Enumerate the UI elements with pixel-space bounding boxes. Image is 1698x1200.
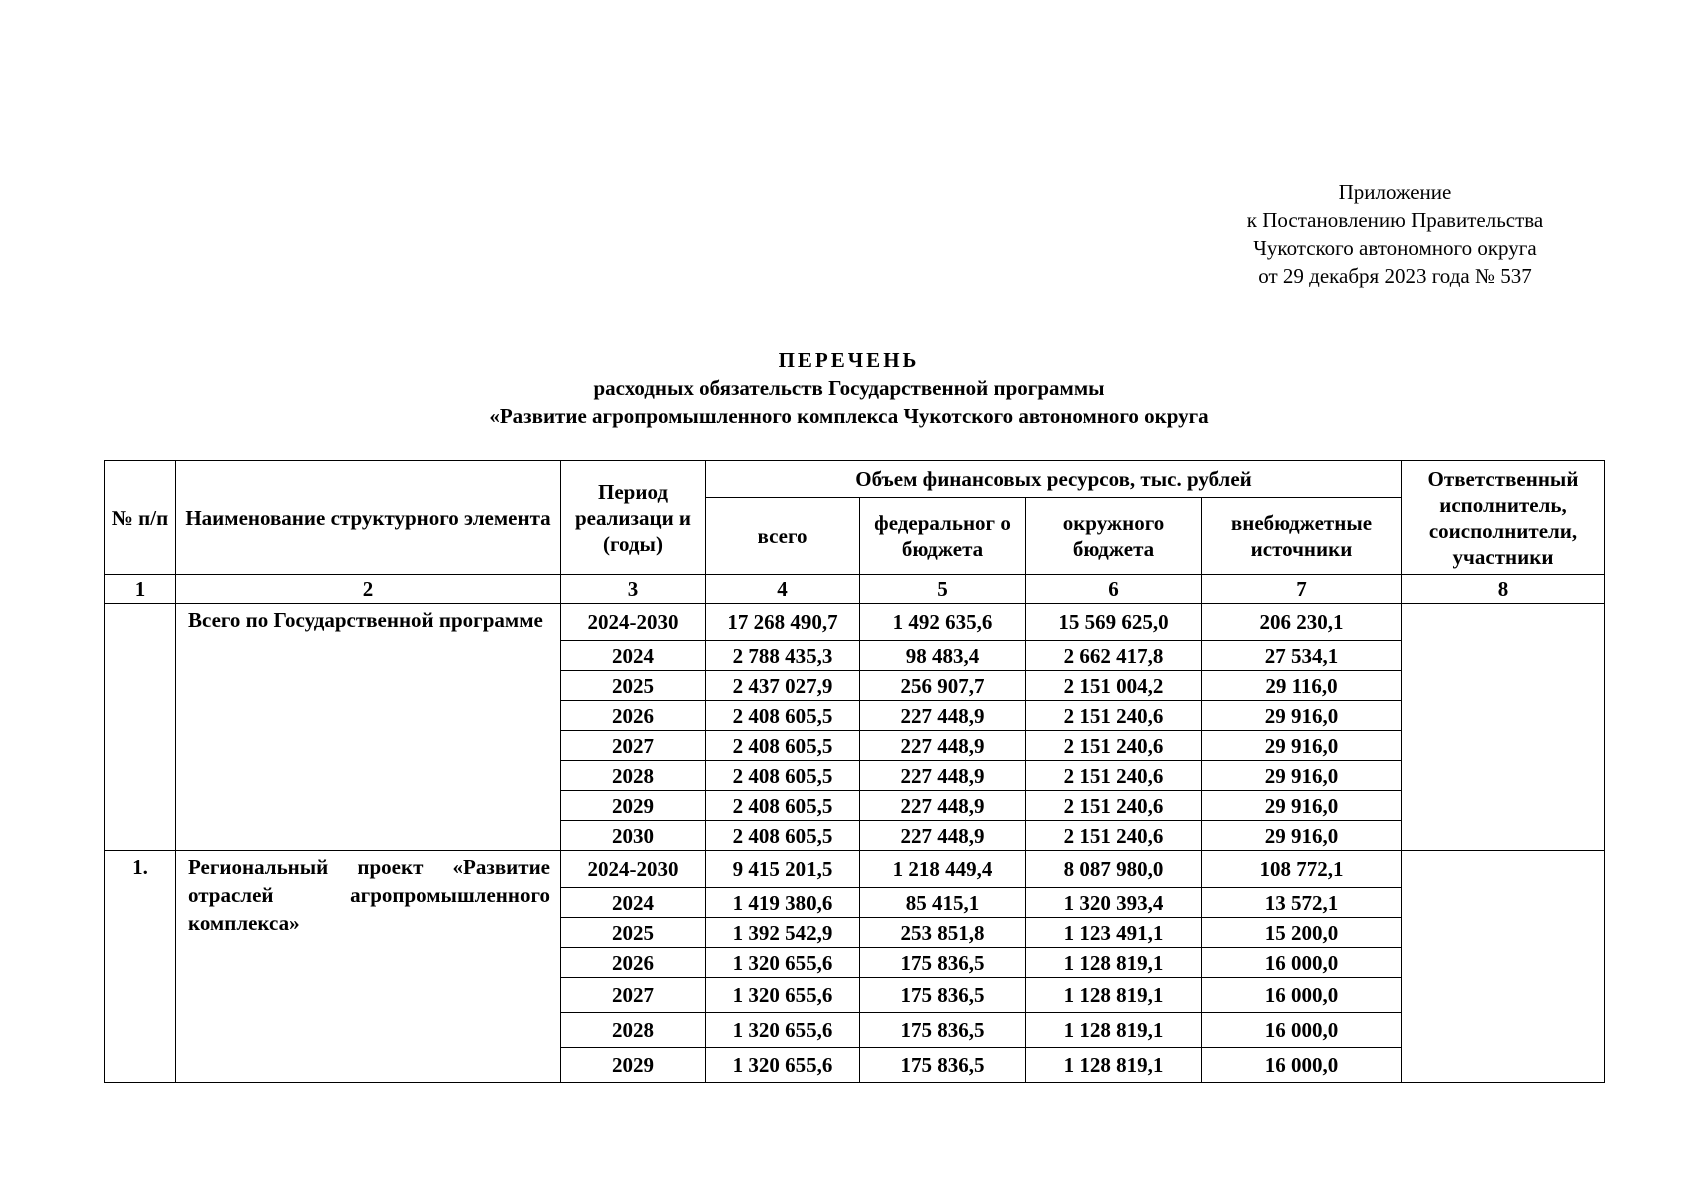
appendix-line-4: от 29 декабря 2023 года № 537 [1258,264,1532,288]
period-cell: 2028 [561,1013,706,1048]
total-cell: 9 415 201,5 [706,851,860,888]
period-cell: 2024 [561,641,706,671]
period-cell: 2029 [561,791,706,821]
federal-cell: 227 448,9 [860,761,1026,791]
district-cell: 1 128 819,1 [1026,978,1202,1013]
header-volume: Объем финансовых ресурсов, тыс. рублей [706,461,1402,498]
total-cell: 1 320 655,6 [706,978,860,1013]
federal-cell: 256 907,7 [860,671,1026,701]
district-cell: 2 662 417,8 [1026,641,1202,671]
period-cell: 2025 [561,918,706,948]
period-cell: 2024 [561,888,706,918]
extra-cell: 29 916,0 [1202,791,1402,821]
column-number: 1 [105,575,176,604]
table-row [105,851,1605,888]
federal-cell: 175 836,5 [860,948,1026,978]
document-subtitle-line-2: «Развитие агропромышленного комплекса Чукотского автономного округа [489,404,1209,428]
total-cell: 2 437 027,9 [706,671,860,701]
federal-cell: 227 448,9 [860,701,1026,731]
header-extra: внебюджетные источники [1202,498,1402,575]
column-number: 3 [561,575,706,604]
period-cell: 2026 [561,701,706,731]
column-number: 4 [706,575,860,604]
extra-cell: 13 572,1 [1202,888,1402,918]
header-federal: федеральног о бюджета [860,498,1026,575]
extra-cell: 16 000,0 [1202,1013,1402,1048]
total-cell: 1 320 655,6 [706,1013,860,1048]
extra-cell: 29 916,0 [1202,701,1402,731]
extra-cell: 29 916,0 [1202,761,1402,791]
federal-cell: 227 448,9 [860,731,1026,761]
column-number: 6 [1026,575,1202,604]
appendix-block [1180,178,1610,290]
total-cell: 2 408 605,5 [706,701,860,731]
appendix-line-3: Чукотского автономного округа [1253,236,1537,260]
total-cell: 2 408 605,5 [706,791,860,821]
header-period: Период реализаци и (годы) [561,461,706,575]
responsible-cell [1402,851,1605,1083]
extra-cell: 29 916,0 [1202,731,1402,761]
district-cell: 2 151 240,6 [1026,821,1202,851]
column-number: 7 [1202,575,1402,604]
table-row [105,604,1605,641]
extra-cell: 108 772,1 [1202,851,1402,888]
district-cell: 1 320 393,4 [1026,888,1202,918]
total-cell: 17 268 490,7 [706,604,860,641]
federal-cell: 227 448,9 [860,791,1026,821]
header-total: всего [706,498,860,575]
period-cell: 2025 [561,671,706,701]
extra-cell: 29 916,0 [1202,821,1402,851]
federal-cell: 227 448,9 [860,821,1026,851]
total-cell: 2 408 605,5 [706,731,860,761]
document-heading [0,346,1698,430]
federal-cell: 1 492 635,6 [860,604,1026,641]
district-cell: 15 569 625,0 [1026,604,1202,641]
expenditure-table [104,460,1605,1083]
period-cell: 2024-2030 [561,851,706,888]
extra-cell: 16 000,0 [1202,1048,1402,1083]
element-name-cell: Региональный проект «Развитие отраслей агропромышленного комплекса» [176,851,561,1083]
period-cell: 2027 [561,731,706,761]
extra-cell: 206 230,1 [1202,604,1402,641]
extra-cell: 29 116,0 [1202,671,1402,701]
district-cell: 2 151 004,2 [1026,671,1202,701]
total-cell: 1 320 655,6 [706,1048,860,1083]
federal-cell: 1 218 449,4 [860,851,1026,888]
federal-cell: 175 836,5 [860,1013,1026,1048]
appendix-line-2: к Постановлению Правительства [1246,208,1544,232]
row-number-cell [105,604,176,851]
district-cell: 2 151 240,6 [1026,731,1202,761]
document-title: ПЕРЕЧЕНЬ [778,348,920,372]
period-cell: 2026 [561,948,706,978]
federal-cell: 175 836,5 [860,978,1026,1013]
extra-cell: 15 200,0 [1202,918,1402,948]
header-responsible: Ответственный исполнитель, соисполнители, участники [1402,461,1605,575]
total-cell: 1 320 655,6 [706,948,860,978]
district-cell: 1 123 491,1 [1026,918,1202,948]
federal-cell: 85 415,1 [860,888,1026,918]
header-name: Наименование структурного элемента [176,461,561,575]
element-name-cell: Всего по Государственной программе [176,604,561,851]
total-cell: 2 408 605,5 [706,761,860,791]
district-cell: 1 128 819,1 [1026,1013,1202,1048]
total-cell: 2 788 435,3 [706,641,860,671]
district-cell: 1 128 819,1 [1026,948,1202,978]
header-num: № п/п [105,461,176,575]
federal-cell: 175 836,5 [860,1048,1026,1083]
appendix-line-1: Приложение [1338,180,1452,204]
district-cell: 1 128 819,1 [1026,1048,1202,1083]
federal-cell: 98 483,4 [860,641,1026,671]
period-cell: 2030 [561,821,706,851]
extra-cell: 16 000,0 [1202,948,1402,978]
extra-cell: 27 534,1 [1202,641,1402,671]
document-subtitle-line-1: расходных обязательств Государственной программы [593,376,1105,400]
district-cell: 2 151 240,6 [1026,761,1202,791]
district-cell: 8 087 980,0 [1026,851,1202,888]
header-district: окружного бюджета [1026,498,1202,575]
period-cell: 2029 [561,1048,706,1083]
table-body [105,604,1605,1083]
period-cell: 2028 [561,761,706,791]
total-cell: 1 419 380,6 [706,888,860,918]
responsible-cell [1402,604,1605,851]
total-cell: 2 408 605,5 [706,821,860,851]
column-number: 5 [860,575,1026,604]
district-cell: 2 151 240,6 [1026,701,1202,731]
total-cell: 1 392 542,9 [706,918,860,948]
extra-cell: 16 000,0 [1202,978,1402,1013]
period-cell: 2027 [561,978,706,1013]
row-number-cell: 1. [105,851,176,1083]
district-cell: 2 151 240,6 [1026,791,1202,821]
federal-cell: 253 851,8 [860,918,1026,948]
period-cell: 2024-2030 [561,604,706,641]
column-number: 8 [1402,575,1605,604]
column-number: 2 [176,575,561,604]
